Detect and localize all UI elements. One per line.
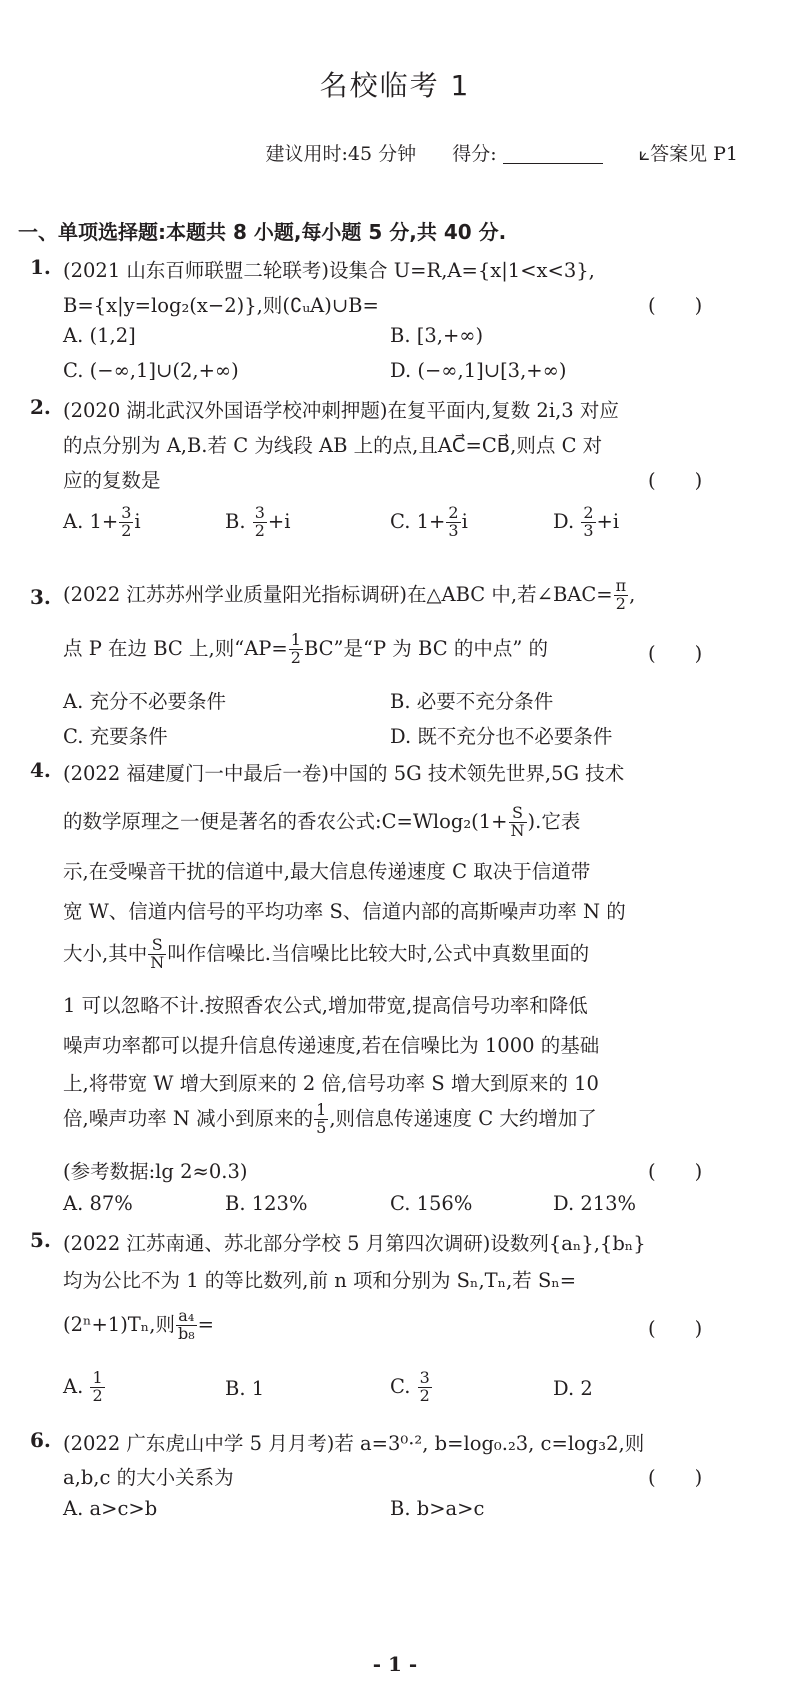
q5-option-a: A. $\frac{1}{2}$ (63, 1368, 103, 1405)
question-4-line-3: 示,在受噪音干扰的信道中,最大信息传递速度 C 取决于信道带 (63, 860, 591, 883)
question-2-line-1: (2020 湖北武汉外国语学校冲刺押题)在复平面内,复数 2i,3 对应 (63, 399, 619, 422)
question-4-line-9: 倍,噪声功率 N 减小到原来的 $\frac{1}{5}$ ,则信息传递速度 C 大约增加了 (63, 1100, 597, 1137)
question-5-number: 5. (30, 1228, 51, 1252)
question-2-line-2: 的点分别为 A,B.若 C 为线段 AB 上的点,且AC⃗=CB⃗,则点 C 对 (63, 434, 603, 457)
score-blank (503, 163, 603, 164)
question-1-line-2: B={x|y=log₂(x−2)},则(∁ᵤA)∪B= (63, 294, 379, 317)
q1-option-d: D. (−∞,1]∪[3,+∞) (390, 359, 567, 382)
exam-meta (265, 139, 738, 166)
q3-option-b: B. 必要不充分条件 (390, 690, 554, 713)
question-1-line-1: (2021 山东百师联盟二轮联考)设集合 U=R,A={x|1<x<3}, (63, 259, 595, 282)
answer-paren: ( ) (648, 1317, 703, 1340)
score-label: 得分: (452, 143, 497, 165)
question-3-line-2: 点 P 在边 BC 上,则“AP= $\frac{1}{2}$ BC”是“P 为 BC 的中点” 的 (63, 630, 548, 667)
question-4-line-2: 的数学原理之一便是著名的香农公式:C=Wlog₂(1+ $\frac{S}{N}$ ).它表 (63, 803, 581, 840)
section-heading: 一、单项选择题:本题共 8 小题,每小题 5 分,共 40 分. (18, 220, 507, 244)
answer-paren: ( ) (648, 469, 703, 492)
answer-reference: ⟀答案见 P1 (638, 143, 738, 165)
question-3-line-1: (2022 江苏苏州学业质量阳光指标调研)在△ABC 中,若∠BAC= $\frac{\pi}{2}$ , (63, 576, 636, 613)
question-4-line-8: 上,将带宽 W 增大到原来的 2 倍,信号功率 S 增大到原来的 10 (63, 1072, 599, 1095)
question-4-line-4: 宽 W、信道内信号的平均功率 S、信道内部的高斯噪声功率 N 的 (63, 900, 626, 923)
answer-paren: ( ) (648, 642, 703, 665)
q3-option-d: D. 既不充分也不必要条件 (390, 725, 613, 748)
q2-option-c: C. 1+ $\frac{2}{3}$ i (390, 503, 468, 540)
answer-paren: ( ) (648, 1160, 703, 1183)
question-4-line-10: (参考数据:lg 2≈0.3) (63, 1160, 248, 1183)
q3-option-a: A. 充分不必要条件 (63, 690, 226, 713)
q2-option-b: B. $\frac{3}{2}$ +i (225, 503, 291, 540)
q5-option-c: C. $\frac{3}{2}$ (390, 1368, 430, 1405)
answer-paren: ( ) (648, 1466, 703, 1489)
question-3-number: 3. (30, 585, 51, 609)
q4-option-b: B. 123% (225, 1192, 308, 1215)
question-5-line-3: (2ⁿ+1)Tₙ,则 $\frac{\text{a₄}}{\text{b₈}}$ = (63, 1306, 214, 1343)
q1-option-c: C. (−∞,1]∪(2,+∞) (63, 359, 239, 382)
suggested-time: 建议用时:45 分钟 (265, 143, 417, 165)
question-4-number: 4. (30, 758, 51, 782)
q5-option-d: D. 2 (553, 1377, 593, 1400)
q6-option-b: B. b>a>c (390, 1497, 485, 1520)
page-number: - 1 - (372, 1652, 418, 1676)
answer-paren: ( ) (648, 294, 703, 317)
q3-option-c: C. 充要条件 (63, 725, 168, 748)
q1-option-a: A. (1,2] (63, 324, 136, 347)
question-1-number: 1. (30, 255, 51, 279)
q2-option-a: A. 1+ $\frac{3}{2}$ i (63, 503, 141, 540)
q6-option-a: A. a>c>b (63, 1497, 158, 1520)
question-4-line-7: 噪声功率都可以提升信息传递速度,若在信噪比为 1000 的基础 (63, 1034, 600, 1057)
q5-option-b: B. 1 (225, 1377, 265, 1400)
question-4-line-5: 大小,其中 $\frac{S}{N}$ 叫作信噪比.当信噪比比较大时,公式中真数里面的 (63, 935, 590, 972)
question-6-number: 6. (30, 1428, 51, 1452)
q1-option-b: B. [3,+∞) (390, 324, 484, 347)
question-5-line-2: 均为公比不为 1 的等比数列,前 n 项和分别为 Sₙ,Tₙ,若 Sₙ= (63, 1269, 577, 1292)
page-title: 名校临考 1 (319, 69, 471, 102)
q4-option-a: A. 87% (63, 1192, 133, 1215)
question-2-number: 2. (30, 395, 51, 419)
q2-option-d: D. $\frac{2}{3}$ +i (553, 503, 620, 540)
question-5-line-1: (2022 江苏南通、苏北部分学校 5 月第四次调研)设数列{aₙ},{bₙ} (63, 1232, 646, 1255)
question-4-line-1: (2022 福建厦门一中最后一卷)中国的 5G 技术领先世界,5G 技术 (63, 762, 625, 785)
question-6-line-2: a,b,c 的大小关系为 (63, 1466, 234, 1489)
q4-option-c: C. 156% (390, 1192, 473, 1215)
question-4-line-6: 1 可以忽略不计.按照香农公式,增加带宽,提高信号功率和降低 (63, 994, 588, 1017)
question-6-line-1: (2022 广东虎山中学 5 月月考)若 a=3⁰·², b=log₀.₂3, c=log₃2,则 (63, 1432, 645, 1455)
question-2-line-3: 应的复数是 (63, 469, 161, 492)
q4-option-d: D. 213% (553, 1192, 637, 1215)
